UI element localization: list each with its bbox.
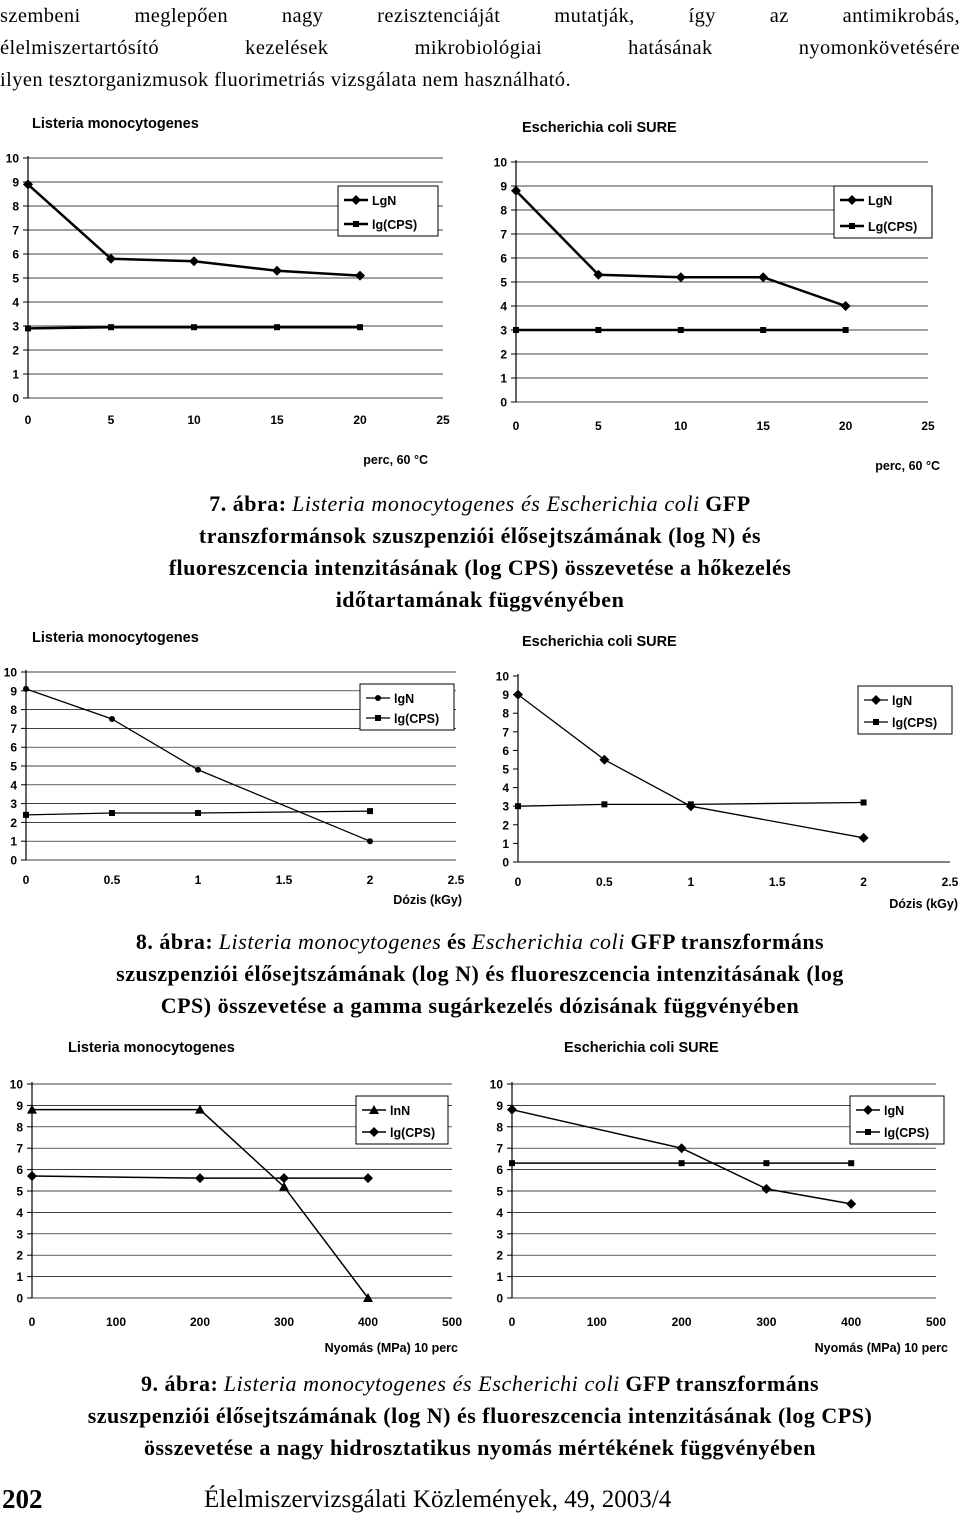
data-point: [678, 327, 684, 333]
caption-text: GFP transzformáns: [625, 1371, 820, 1396]
chart-fig9-ecoli: [478, 1030, 960, 1362]
x-tick-label: 100: [105, 1315, 127, 1329]
data-point: [513, 327, 519, 333]
legend: [356, 1096, 448, 1144]
x-tick-label: 0.5: [103, 873, 121, 887]
y-tick-label: 0: [16, 1291, 23, 1306]
data-point: [27, 1171, 37, 1181]
chart-fig8-ecoli: [478, 622, 960, 920]
y-tick-label: 2: [12, 343, 19, 358]
y-tick-label: 7: [10, 721, 17, 736]
intro-line: ilyen tesztorganizmusok fluorimetriás vizsgálata nem használható.: [0, 69, 571, 91]
data-point: [195, 767, 201, 773]
x-tick-label: 1: [194, 873, 202, 887]
y-tick-label: 5: [502, 762, 509, 777]
data-point: [758, 272, 768, 282]
x-tick-label: 0: [508, 1315, 516, 1329]
data-point: [760, 327, 766, 333]
chart-title: Escherichia coli SURE: [564, 1040, 719, 1056]
figure-caption-8: [0, 926, 960, 1022]
data-point: [841, 301, 851, 311]
data-point: [515, 803, 521, 809]
data-point: [357, 324, 363, 330]
legend-label: lg(CPS): [892, 716, 938, 730]
x-tick-label: 0: [22, 873, 30, 887]
caption-text: összevetése a nagy hidrosztatikus nyomás mértékének függvényében: [143, 1435, 816, 1460]
y-tick-label: 5: [10, 759, 17, 774]
chart-fig7-listeria: [0, 108, 470, 478]
caption-species: Listeria monocytogenes: [218, 929, 442, 954]
x-tick-label: 0: [512, 419, 520, 433]
y-tick-label: 7: [16, 1141, 23, 1156]
chart-fig7-ecoli: [478, 108, 960, 478]
data-point: [601, 801, 607, 807]
y-tick-label: 9: [16, 1098, 23, 1113]
legend-marker: [865, 1129, 871, 1135]
x-tick-label: 0: [24, 413, 32, 427]
y-tick-label: 0: [10, 853, 17, 868]
y-tick-label: 10: [9, 1077, 23, 1092]
series-lg-cps: [25, 324, 363, 331]
y-tick-label: 3: [500, 323, 507, 338]
data-point: [108, 324, 114, 330]
legend-label: lg(CPS): [390, 1126, 436, 1140]
y-tick-label: 4: [496, 1205, 503, 1220]
x-tick-label: 20: [353, 413, 367, 427]
y-tick-label: 5: [500, 275, 507, 290]
x-tick-label: 0: [514, 875, 522, 889]
chart-fig8-listeria: [0, 622, 470, 920]
y-tick-label: 6: [16, 1163, 23, 1178]
legend-label: lg(CPS): [394, 712, 440, 726]
caption-text: időtartamának függvényében: [335, 587, 625, 612]
journal-title: Élelmiszervizsgálati Közlemények, 49, 2003/4: [204, 1486, 672, 1513]
x-tick-label: 0.5: [596, 875, 613, 889]
caption-label: 7. ábra:: [209, 491, 287, 516]
y-tick-label: 8: [10, 703, 17, 718]
series-lgn: [511, 186, 851, 311]
x-tick-label: 15: [756, 419, 770, 433]
y-tick-label: 10: [489, 1077, 503, 1092]
x-tick-label: 10: [674, 419, 688, 433]
data-point: [109, 810, 115, 816]
legend-marker: [375, 695, 381, 701]
chart-fig9-listeria: [0, 1030, 476, 1362]
y-tick-label: 2: [500, 347, 507, 362]
data-point: [688, 801, 694, 807]
series-lg-cps: [23, 808, 373, 818]
y-tick-label: 3: [502, 799, 509, 814]
chart-title: Listeria monocytogenes: [68, 1040, 235, 1056]
legend-label: lgN: [892, 694, 913, 708]
y-tick-label: 6: [496, 1163, 503, 1178]
figure-caption-9: [0, 1368, 960, 1464]
y-tick-label: 9: [10, 684, 17, 699]
data-point: [507, 1105, 517, 1115]
y-tick-label: 10: [495, 669, 509, 684]
y-tick-label: 1: [16, 1270, 23, 1285]
y-tick-label: 2: [16, 1248, 23, 1263]
data-point: [195, 1173, 205, 1183]
legend-marker: [353, 221, 359, 227]
caption-text: GFP: [705, 491, 751, 516]
caption-text: és: [446, 929, 467, 954]
legend: [858, 686, 952, 734]
x-tick-label: 300: [273, 1315, 295, 1329]
caption-text: transzformánsok szuszpenziói élősejtszámának (log N) és: [198, 523, 762, 548]
data-point: [23, 686, 29, 692]
caption-text: GFP transzformáns: [630, 929, 825, 954]
y-tick-label: 8: [496, 1120, 503, 1135]
caption-species: Listeria monocytogenes és Escherichi coli: [223, 1371, 620, 1396]
caption-text: CPS) összevetése a gamma sugárkezelés dózisának függvényében: [160, 993, 800, 1018]
y-tick-label: 9: [496, 1098, 503, 1113]
x-tick-label: 2: [860, 875, 867, 889]
legend-label: lgN: [394, 692, 415, 706]
series-line: [518, 695, 864, 838]
y-tick-label: 7: [500, 227, 507, 242]
series-lg-cps: [27, 1171, 373, 1183]
y-tick-label: 3: [496, 1227, 503, 1242]
series-lnn: [27, 1105, 373, 1302]
data-point: [25, 325, 31, 331]
intro-line: szembeni meglepően nagy rezisztenciáját mutatják, így az antimikrobás,: [0, 5, 960, 27]
legend-label: LgN: [372, 194, 397, 208]
y-tick-label: 10: [493, 155, 507, 170]
y-tick-label: 4: [500, 299, 507, 314]
data-point: [23, 812, 29, 818]
y-tick-label: 7: [12, 223, 19, 238]
x-axis-label: perc, 60 °C: [875, 459, 940, 473]
caption-label: 9. ábra:: [140, 1371, 219, 1396]
x-tick-label: 400: [357, 1315, 379, 1329]
y-tick-label: 2: [10, 815, 17, 830]
caption-species: Listeria monocytogenes és Escherichia coli: [292, 491, 700, 516]
series-lgn: [507, 1105, 856, 1209]
legend: [338, 186, 438, 236]
x-tick-label: 2.5: [447, 873, 465, 887]
data-point: [595, 327, 601, 333]
series-lgn: [513, 690, 869, 843]
x-tick-label: 500: [441, 1315, 463, 1329]
intro-line: élelmiszertartósító kezelések mikrobiológiai hatásának nyomonkövetésére: [0, 37, 960, 59]
y-tick-label: 8: [12, 199, 19, 214]
legend-label: LgN: [868, 194, 893, 208]
intro-paragraph: [0, 0, 960, 96]
y-tick-label: 4: [10, 778, 17, 793]
series-line: [32, 1110, 368, 1298]
chart-title: Listeria monocytogenes: [32, 116, 199, 132]
data-point: [843, 327, 849, 333]
legend-label: lg(CPS): [372, 218, 418, 232]
y-tick-label: 1: [496, 1270, 503, 1285]
x-tick-label: 1.5: [275, 873, 293, 887]
y-tick-label: 1: [500, 371, 507, 386]
y-tick-label: 2: [496, 1248, 503, 1263]
data-point: [189, 256, 199, 266]
y-tick-label: 7: [496, 1141, 503, 1156]
legend-label: Lg(CPS): [868, 220, 918, 234]
y-tick-label: 5: [16, 1184, 23, 1199]
series-line: [512, 1110, 851, 1204]
series-lg-cps: [513, 327, 849, 333]
data-point: [679, 1160, 685, 1166]
y-tick-label: 0: [502, 855, 509, 870]
y-tick-label: 6: [502, 743, 509, 758]
data-point: [509, 1160, 515, 1166]
y-tick-label: 9: [502, 688, 509, 703]
data-point: [513, 690, 523, 700]
x-axis-label: Nyomás (MPa) 10 perc: [814, 1341, 948, 1355]
data-point: [272, 266, 282, 276]
x-tick-label: 15: [270, 413, 284, 427]
y-tick-label: 6: [10, 740, 17, 755]
data-point: [274, 324, 280, 330]
data-point: [846, 1199, 856, 1209]
x-tick-label: 5: [595, 419, 602, 433]
y-tick-label: 5: [12, 271, 19, 286]
x-tick-label: 5: [107, 413, 115, 427]
y-tick-label: 4: [12, 295, 19, 310]
series-line: [26, 689, 370, 841]
caption-text: fluoreszcencia intenzitásának (log CPS) összevetése a hőkezelés: [168, 555, 792, 580]
x-axis-label: Nyomás (MPa) 10 perc: [324, 1341, 458, 1355]
x-tick-label: 10: [187, 413, 201, 427]
y-tick-label: 6: [12, 247, 19, 262]
y-tick-label: 1: [12, 367, 19, 382]
data-point: [676, 272, 686, 282]
data-point: [367, 808, 373, 814]
data-point: [763, 1160, 769, 1166]
data-point: [191, 324, 197, 330]
y-tick-label: 8: [500, 203, 507, 218]
y-tick-label: 5: [496, 1184, 503, 1199]
x-tick-label: 1: [687, 875, 695, 889]
legend: [360, 684, 454, 730]
data-point: [859, 833, 869, 843]
x-axis-label: Dózis (kGy): [889, 897, 958, 911]
y-tick-label: 8: [16, 1120, 23, 1135]
y-tick-label: 2: [502, 818, 509, 833]
caption-text: szuszpenziói élősejtszámának (log N) és fluoreszcencia intenzitásának (log: [116, 961, 844, 986]
data-point: [861, 799, 867, 805]
page-footer: [0, 1484, 960, 1520]
y-tick-label: 9: [500, 179, 507, 194]
y-tick-label: 1: [10, 834, 17, 849]
x-tick-label: 0: [28, 1315, 36, 1329]
data-point: [761, 1184, 771, 1194]
x-tick-label: 1.5: [768, 875, 786, 889]
data-point: [367, 838, 373, 844]
y-tick-label: 3: [16, 1227, 23, 1242]
caption-text: szuszpenziói élősejtszámának (log N) és fluoreszcencia intenzitásának (log CPS): [87, 1403, 873, 1428]
y-tick-label: 8: [502, 706, 509, 721]
x-tick-label: 2: [366, 873, 374, 887]
caption-species: Escherichia coli: [471, 929, 625, 954]
legend: [834, 186, 932, 238]
legend-marker: [375, 715, 381, 721]
y-tick-label: 0: [496, 1291, 503, 1306]
y-tick-label: 3: [12, 319, 19, 334]
chart-title: Escherichia coli SURE: [522, 120, 677, 136]
legend-label: lgN: [884, 1104, 905, 1118]
legend-marker: [873, 719, 879, 725]
x-tick-label: 25: [921, 419, 935, 433]
data-point: [195, 810, 201, 816]
x-tick-label: 200: [189, 1315, 211, 1329]
y-tick-label: 4: [502, 781, 509, 796]
x-tick-label: 25: [436, 413, 450, 427]
data-point: [355, 271, 365, 281]
legend: [850, 1096, 944, 1144]
y-tick-label: 0: [12, 391, 19, 406]
legend-label: lnN: [390, 1104, 411, 1118]
y-tick-label: 7: [502, 725, 509, 740]
legend-marker: [849, 223, 855, 229]
y-tick-label: 3: [10, 797, 17, 812]
y-tick-label: 9: [12, 175, 19, 190]
y-tick-label: 0: [500, 395, 507, 410]
caption-label: 8. ábra:: [135, 929, 214, 954]
x-tick-label: 300: [756, 1315, 777, 1329]
data-point: [599, 755, 609, 765]
x-tick-label: 500: [925, 1315, 947, 1329]
data-point: [279, 1173, 289, 1183]
chart-title: Escherichia coli SURE: [522, 634, 677, 650]
data-point: [109, 716, 115, 722]
y-tick-label: 10: [5, 151, 19, 166]
data-point: [848, 1160, 854, 1166]
y-tick-label: 10: [3, 665, 17, 680]
x-tick-label: 20: [838, 419, 853, 433]
y-tick-label: 4: [16, 1205, 23, 1220]
y-tick-label: 6: [500, 251, 507, 266]
x-tick-label: 2.5: [941, 875, 959, 889]
series-line: [516, 191, 846, 306]
y-tick-label: 1: [502, 836, 509, 851]
chart-title: Listeria monocytogenes: [32, 630, 199, 646]
legend-label: lg(CPS): [884, 1126, 930, 1140]
series-lg-cps: [509, 1160, 854, 1166]
x-axis-label: perc, 60 °C: [363, 453, 428, 467]
data-point: [363, 1173, 373, 1183]
figure-caption-7: [0, 488, 960, 616]
data-point: [677, 1143, 687, 1153]
x-tick-label: 200: [671, 1315, 692, 1329]
x-axis-label: Dózis (kGy): [393, 893, 462, 907]
page-number: 202: [2, 1484, 43, 1514]
x-tick-label: 400: [841, 1315, 862, 1329]
x-tick-label: 100: [586, 1315, 607, 1329]
